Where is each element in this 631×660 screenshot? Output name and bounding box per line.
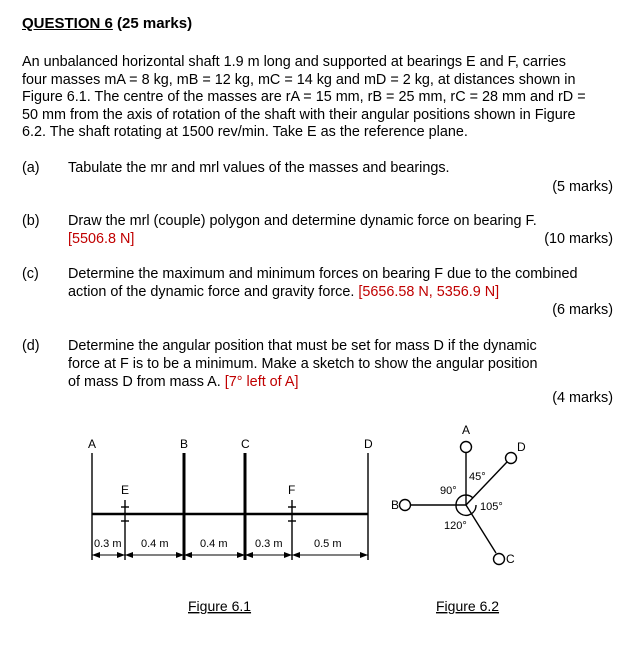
part-b-answer: [5506.8 N] bbox=[68, 231, 135, 247]
figure-6-1-caption: Figure 6.1 bbox=[188, 598, 252, 614]
part-d-label: (d) bbox=[22, 338, 40, 354]
figure-6-2-labels bbox=[391, 423, 526, 566]
part-c-line2: action of the dynamic force and gravity force. [5656.58 N, 5356.9 N] bbox=[68, 284, 500, 300]
arc-ab bbox=[456, 495, 466, 505]
intro-line: four masses mA = 8 kg, mB = 12 kg, mC = 14 kg and mD = 2 kg, at distances shown in bbox=[22, 71, 576, 88]
dim-1: 0.4 m bbox=[141, 538, 169, 550]
label-b: B bbox=[180, 437, 189, 451]
mass-c-circle bbox=[494, 554, 505, 565]
dim-0: 0.3 m bbox=[94, 538, 122, 550]
fig2-label-d: D bbox=[517, 440, 526, 454]
part-c-label: (c) bbox=[22, 266, 39, 282]
part-d-marks: (4 marks) bbox=[552, 390, 613, 406]
part-d-line2: force at F is to be a minimum. Make a sketch to show the angular position bbox=[68, 356, 538, 372]
part-b-label: (b) bbox=[22, 213, 40, 229]
dim-4: 0.5 m bbox=[314, 538, 342, 550]
part-d-line1: Determine the angular position that must be set for mass D if the dynamic bbox=[68, 338, 537, 354]
problem-statement bbox=[22, 54, 614, 142]
question-heading bbox=[22, 15, 192, 32]
part-c-line1: Determine the maximum and minimum forces on bearing F due to the combined bbox=[68, 266, 578, 282]
part-a-label: (a) bbox=[22, 160, 40, 176]
part-c-answer: [5656.58 N, 5356.9 N] bbox=[358, 284, 500, 300]
figure-6-1-labels bbox=[88, 437, 373, 550]
fig2-label-b: B bbox=[391, 498, 400, 512]
intro-line: An unbalanced horizontal shaft 1.9 m long and supported at bearings E and F, carries bbox=[22, 54, 566, 70]
part-b-text: Draw the mrl (couple) polygon and determine dynamic force on bearing F. bbox=[68, 213, 537, 229]
angle-ab: 90° bbox=[440, 485, 457, 497]
question-title: QUESTION 6 bbox=[22, 15, 113, 32]
mass-a-circle bbox=[461, 442, 472, 453]
mass-d-circle bbox=[506, 453, 517, 464]
part-a-marks: (5 marks) bbox=[552, 179, 613, 195]
intro-line: Figure 6.1. The centre of the masses are rA = 15 mm, rB = 25 mm, rC = 28 mm and rD = bbox=[22, 89, 586, 105]
part-b-marks: (10 marks) bbox=[544, 231, 613, 247]
label-e: E bbox=[121, 483, 130, 497]
figures-canvas bbox=[0, 410, 631, 660]
label-c: C bbox=[241, 437, 250, 451]
angle-ad: 45° bbox=[469, 471, 486, 483]
dim-2: 0.4 m bbox=[200, 538, 228, 550]
part-d-line3: of mass D from mass A. [7° left of A] bbox=[68, 374, 299, 390]
part-d-answer: [7° left of A] bbox=[224, 374, 299, 390]
fig2-label-a: A bbox=[462, 423, 471, 437]
arc-ad bbox=[466, 495, 473, 498]
angle-bc: 120° bbox=[444, 520, 467, 532]
question-marks: (25 marks) bbox=[117, 15, 193, 32]
label-d: D bbox=[364, 437, 373, 451]
fig2-label-c: C bbox=[506, 552, 515, 566]
figure-6-2-caption: Figure 6.2 bbox=[436, 598, 500, 614]
intro-line: 50 mm from the axis of rotation of the shaft with their angular positions shown in Figure bbox=[22, 106, 576, 123]
part-a-text: Tabulate the mr and mrl values of the masses and bearings. bbox=[68, 160, 450, 176]
angle-dc: 105° bbox=[480, 501, 503, 513]
arc-dc bbox=[471, 505, 476, 514]
part-c-marks: (6 marks) bbox=[552, 302, 613, 318]
label-a: A bbox=[88, 437, 97, 451]
dim-3: 0.3 m bbox=[255, 538, 283, 550]
intro-line: 6.2. The shaft rotating at 1500 rev/min. Take E as the reference plane. bbox=[22, 124, 468, 140]
arm-d bbox=[466, 462, 507, 505]
mass-b-circle bbox=[400, 500, 411, 511]
label-f: F bbox=[288, 483, 296, 497]
